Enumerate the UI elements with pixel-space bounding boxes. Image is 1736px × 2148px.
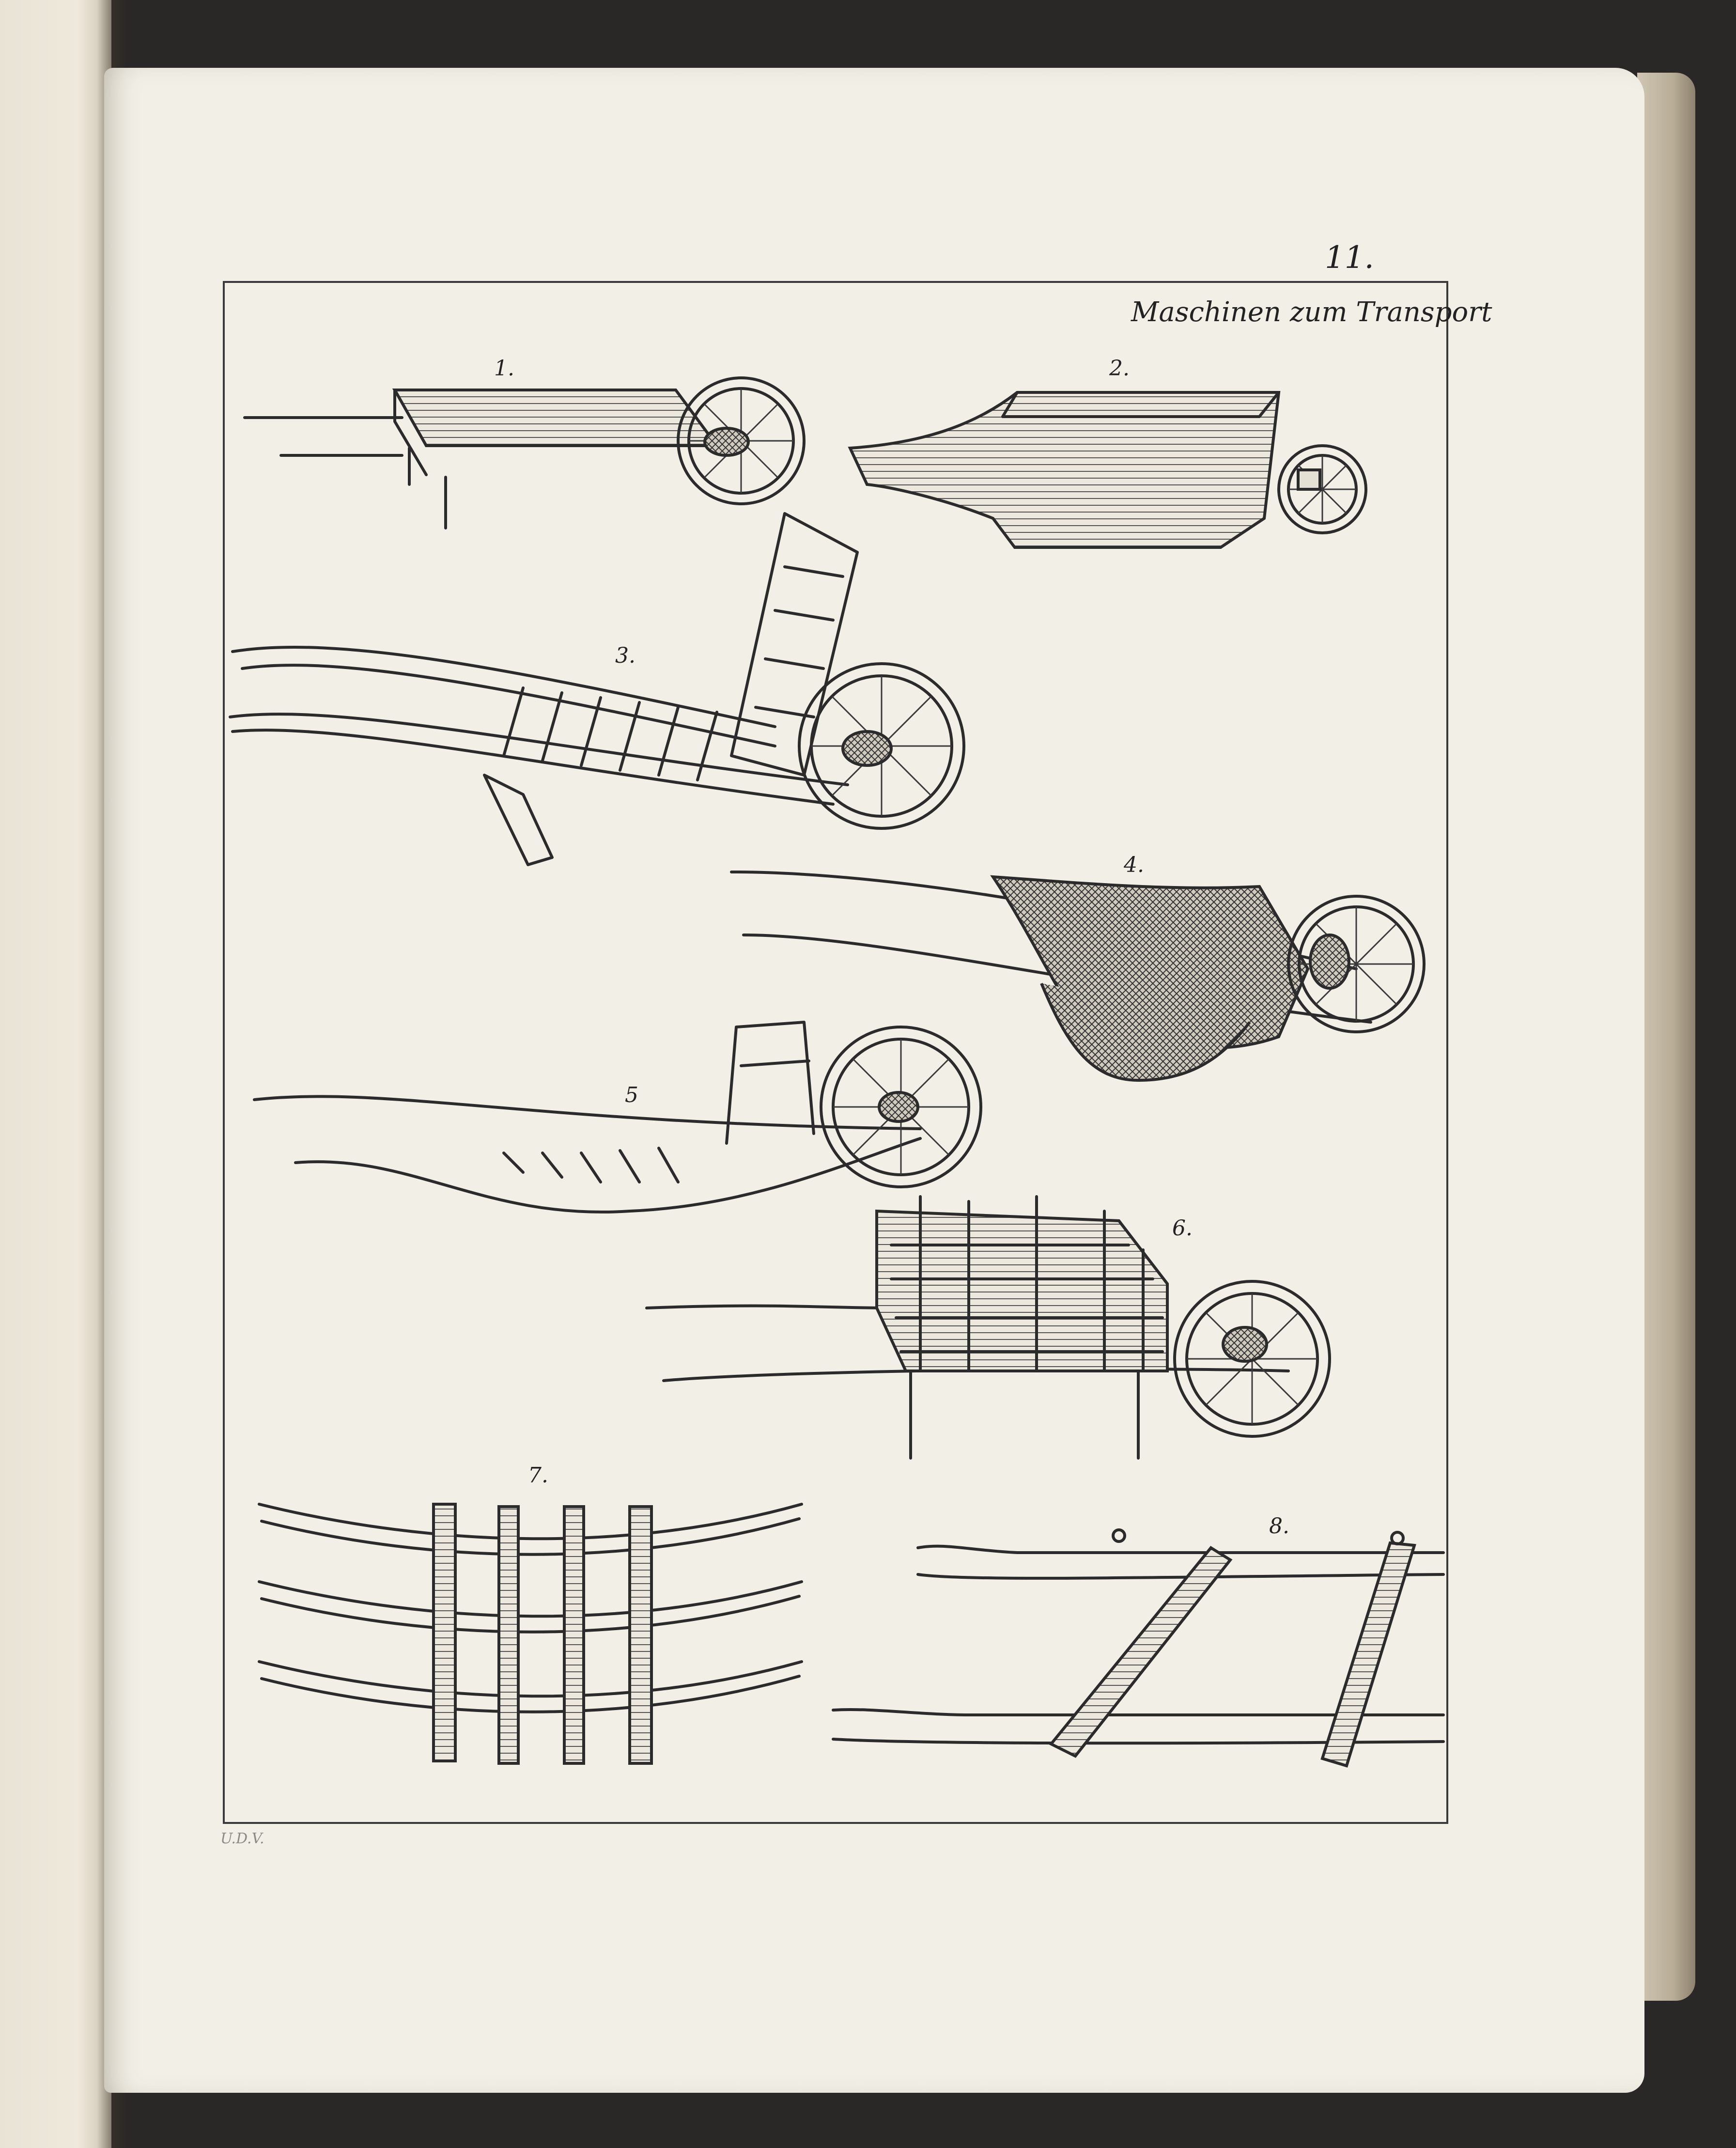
plate-title: Maschinen zum Transport (1131, 296, 1492, 328)
figure-6-barrow (647, 1197, 1330, 1458)
figure-label-8: 8. (1269, 1514, 1289, 1539)
figure-label-7: 7. (528, 1463, 548, 1488)
figure-8-frame (833, 1530, 1443, 1766)
engraver-mark: U.D.V. (220, 1830, 264, 1847)
plate-number: 11. (1325, 240, 1374, 276)
figure-label-1: 1. (494, 356, 514, 381)
figure-label-4: 4. (1124, 853, 1144, 877)
figure-label-3: 3. (615, 643, 636, 668)
figure-label-2: 2. (1109, 356, 1130, 381)
figure-5-barrow (254, 1022, 981, 1212)
figure-label-5: 5 (625, 1083, 638, 1107)
figure-3-barrow (230, 514, 964, 865)
figure-7-frame (259, 1504, 802, 1763)
figure-2-barrow (850, 392, 1366, 547)
figure-label-6: 6. (1172, 1216, 1193, 1241)
figure-4-barrow (731, 872, 1424, 1080)
figure-1-barrow (245, 378, 804, 528)
